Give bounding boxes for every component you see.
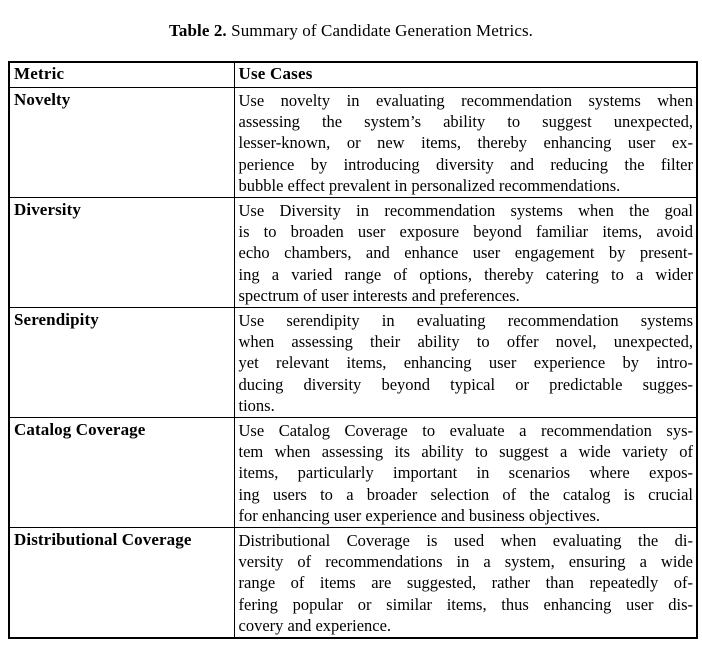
use-case-line: assessing the system’s ability to suggest unexpected, bbox=[238, 112, 693, 132]
use-case-line: tions. bbox=[238, 395, 275, 415]
candidate-generation-metrics-table bbox=[8, 61, 698, 639]
table-row bbox=[9, 198, 697, 308]
use-case-line: for enhancing user experience and business objectives. bbox=[238, 505, 600, 525]
use-case-line: lesser-known, or new items, thereby enhancing user ex- bbox=[238, 133, 693, 153]
use-case-line: ducing diversity beyond typical or predictable sugges- bbox=[238, 374, 693, 394]
use-case-line: bubble effect prevalent in personalized recommendations. bbox=[238, 175, 621, 195]
use-case-line: Use novelty in evaluating recommendation systems when bbox=[238, 91, 693, 110]
use-case-line: echo chambers, and enhance user engagement by present- bbox=[238, 243, 693, 263]
use-case-line: ing users to a broader selection of the catalog is crucial bbox=[238, 484, 693, 504]
use-case-line: tem when assessing its ability to suggest a wide variety of bbox=[238, 442, 693, 462]
metric-cell: Diversity bbox=[9, 198, 234, 308]
use-case-line: items, particularly important in scenarios where expos- bbox=[238, 463, 693, 483]
use-case-line: is to broaden user exposure beyond familiar items, avoid bbox=[238, 222, 693, 242]
use-case-cell bbox=[234, 528, 697, 639]
use-case-line: fering popular or similar items, thus enhancing user dis- bbox=[238, 594, 693, 614]
use-case-cell bbox=[234, 418, 697, 528]
table-row bbox=[9, 308, 697, 418]
use-case-line: ing a varied range of options, thereby catering to a wider bbox=[238, 264, 693, 284]
use-case-line: Use Catalog Coverage to evaluate a recommendation sys- bbox=[238, 421, 693, 440]
table-caption bbox=[0, 21, 702, 41]
use-case-line: range of items are suggested, rather than repeatedly of- bbox=[238, 573, 693, 593]
use-case-line: versity of recommendations in a system, ensuring a wide bbox=[238, 552, 693, 572]
metric-cell: Distributional Coverage bbox=[9, 528, 234, 639]
metric-cell: Novelty bbox=[9, 88, 234, 198]
use-case-line: Use serendipity in evaluating recommendation systems bbox=[238, 311, 693, 330]
table-header-row bbox=[9, 62, 697, 88]
use-case-line: Use Diversity in recommendation systems when the goal bbox=[238, 201, 693, 220]
use-case-line: yet relevant items, enhancing user experience by intro- bbox=[238, 353, 693, 373]
use-case-line: when assessing their ability to offer novel, unexpected, bbox=[238, 332, 693, 352]
use-case-line: spectrum of user interests and preferences. bbox=[238, 285, 520, 305]
table-caption-label: Table 2. bbox=[168, 21, 227, 40]
metric-column-header: Metric bbox=[9, 62, 234, 88]
table-row bbox=[9, 88, 697, 198]
use-case-line: covery and experience. bbox=[238, 615, 392, 635]
use-case-cell bbox=[234, 88, 697, 198]
metric-cell: Catalog Coverage bbox=[9, 418, 234, 528]
table-caption-text: Summary of Candidate Generation Metrics. bbox=[231, 21, 534, 40]
use-case-line: perience by introducing diversity and reducing the filter bbox=[238, 154, 693, 174]
table-row bbox=[9, 528, 697, 639]
metric-cell: Serendipity bbox=[9, 308, 234, 418]
use-case-cell bbox=[234, 198, 697, 308]
use-case-cell bbox=[234, 308, 697, 418]
use-case-line: Distributional Coverage is used when evaluating the di- bbox=[238, 531, 693, 550]
table-row bbox=[9, 418, 697, 528]
use-cases-column-header: Use Cases bbox=[234, 62, 697, 88]
